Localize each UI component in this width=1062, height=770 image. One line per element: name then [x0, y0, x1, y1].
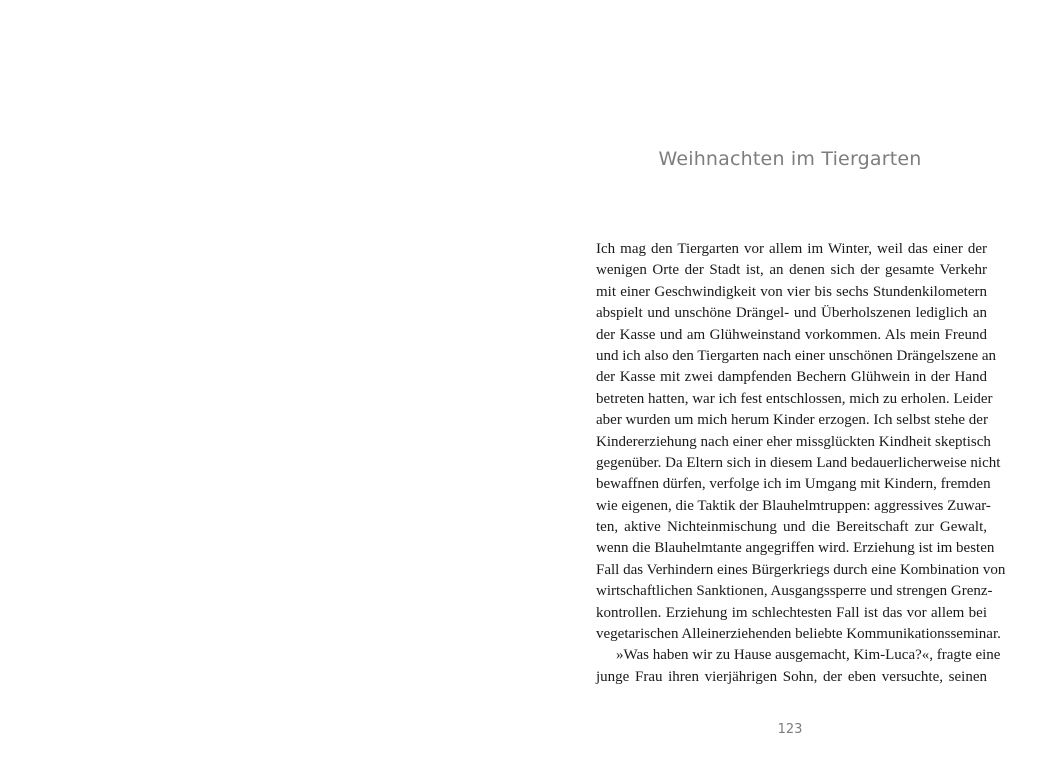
right-page [531, 0, 1062, 770]
text-line: gegenüber. Da Eltern sich in diesem Land bedauerlicherweise nicht [596, 454, 1001, 471]
text-line: betreten hatten, war ich fest entschlossen, mich zu erholen. Leider [596, 390, 993, 407]
text-line: junge Frau ihren vierjährigen Sohn, der eben versuchte, seinen [596, 668, 987, 685]
text-line: ten, aktive Nichteinmischung und die Bereitschaft zur Gewalt, [596, 519, 987, 536]
text-line: der Kasse mit zwei dampfenden Bechern Glühwein in der Hand [596, 369, 987, 386]
text-line: mit einer Geschwindigkeit von vier bis sechs Stundenkilometern [596, 283, 987, 300]
text-line: wenigen Orte der Stadt ist, an denen sich der gesamte Verkehr [596, 262, 987, 279]
text-line: und ich also den Tiergarten nach einer unschönen Drängelszene an [596, 347, 997, 364]
text-line: wenn die Blauhelmtante angegriffen wird. Erziehung ist im besten [596, 540, 995, 557]
chapter-title: Weihnachten im Tiergarten [658, 148, 922, 170]
text-line: Fall das Verhindern eines Bürgerkriegs durch eine Kombination von [596, 561, 1006, 578]
text-line: wirtschaftlichen Sanktionen, Ausgangssperre und strengen Grenz- [596, 583, 993, 600]
text-line: Kindererziehung nach einer eher missglückten Kindheit skeptisch [596, 433, 991, 450]
text-line: wie eigenen, die Taktik der Blauhelmtruppen: aggressives Zuwar- [596, 497, 991, 514]
text-line: vegetarischen Alleinerziehenden beliebte Kommunikationsseminar. [596, 626, 1001, 643]
text-line: bewaffnen dürfen, verfolge ich im Umgang mit Kindern, fremden [596, 476, 991, 493]
text-line: aber wurden um mich herum Kinder erzogen. Ich selbst stehe der [596, 412, 988, 429]
text-line: der Kasse und am Glühweinstand vorkommen. Als mein Freund [596, 326, 987, 343]
body-text [596, 239, 1006, 688]
text-line: abspielt und unschöne Drängel- und Überholszenen lediglich an [596, 305, 987, 322]
text-line: Ich mag den Tiergarten vor allem im Winter, weil das einer der [596, 241, 987, 257]
text-line: »Was haben wir zu Hause ausgemacht, Kim-Luca?«, fragte eine [616, 647, 1001, 664]
text-line: kontrollen. Erziehung im schlechtesten Fall ist das vor allem bei [596, 604, 987, 621]
page-number: 123 [777, 722, 803, 737]
